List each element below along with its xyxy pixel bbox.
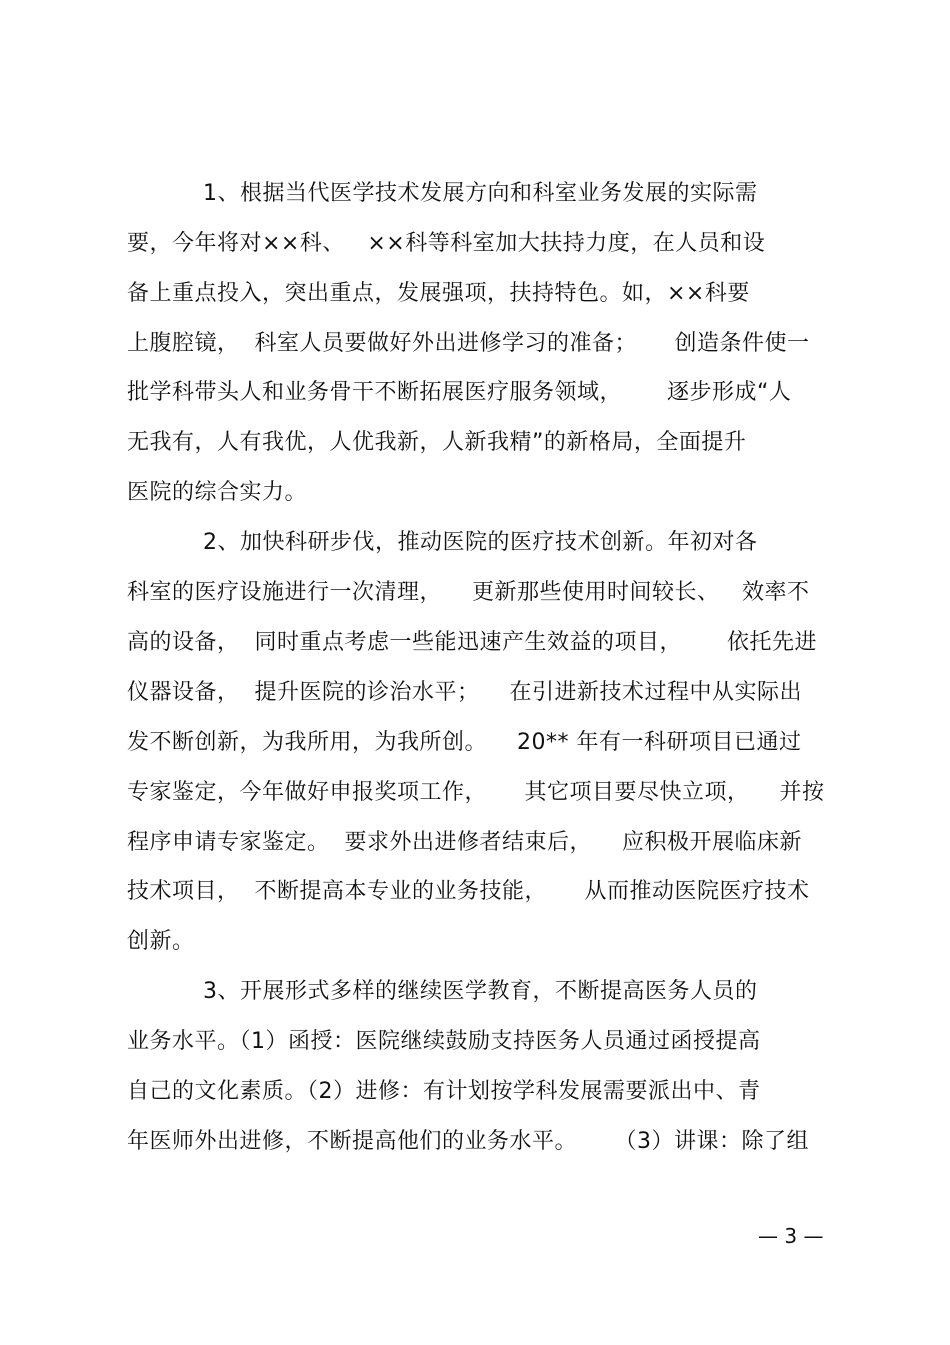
paragraph-line: 科室的医疗设施进行一次清理， 更新那些使用时间较长、 效率不 <box>127 580 810 605</box>
paragraph-line: 医院的综合实力。 <box>127 480 308 505</box>
paragraph-line: 高的设备， 同时重点考虑一些能迅速产生效益的项目， 依托先进 <box>127 630 817 655</box>
paragraph-line: 程序申请专家鉴定。 要求外出进修者结束后， 应积极开展临床新 <box>127 830 802 855</box>
paragraph-line: 仪器设备， 提升医院的诊治水平； 在引进新技术过程中从实际出 <box>127 680 802 705</box>
page-number: — 3 — <box>758 1224 824 1248</box>
paragraph-line: 3、开展形式多样的继续医学教育，不断提高医务人员的 <box>203 979 758 1004</box>
paragraph-line: 上腹腔镜， 科室人员要做好外出进修学习的准备； 创造条件使一 <box>127 331 810 356</box>
paragraph-line: 创新。 <box>127 929 195 954</box>
paragraph-line: 技术项目， 不断提高本专业的业务技能， 从而推动医院医疗技术 <box>127 879 810 904</box>
paragraph-line: 无我有，人有我优，人优我新，人新我精”的新格局，全面提升 <box>127 430 747 455</box>
paragraph-line: 自己的文化素质。（2）进修：有计划按学科发展需要派出中、青 <box>127 1079 761 1104</box>
paragraph-line: 1、根据当代医学技术发展方向和科室业务发展的实际需 <box>203 181 758 206</box>
paragraph-line: 业务水平。（1）函授：医院继续鼓励支持医务人员通过函授提高 <box>127 1029 761 1054</box>
paragraph-line: 备上重点投入，突出重点，发展强项，扶持特色。如，××科要 <box>127 281 750 306</box>
paragraph-line: 发不断创新，为我所用，为我所创。 20** 年有一科研项目已通过 <box>127 730 802 755</box>
paragraph-line: 年医师外出进修，不断提高他们的业务水平。 （3）讲课：除了组 <box>127 1129 809 1154</box>
paragraph-line: 2、加快科研步伐，推动医院的医疗技术创新。年初对各 <box>203 530 758 555</box>
paragraph-line: 专家鉴定，今年做好申报奖项工作， 其它项目要尽快立项， 并按 <box>127 780 825 805</box>
paragraph-line: 批学科带头人和业务骨干不断拓展医疗服务领域， 逐步形成“人 <box>127 380 792 405</box>
paragraph-line: 要，今年将对××科、 ××科等科室加大扶持力度，在人员和设 <box>127 231 766 256</box>
